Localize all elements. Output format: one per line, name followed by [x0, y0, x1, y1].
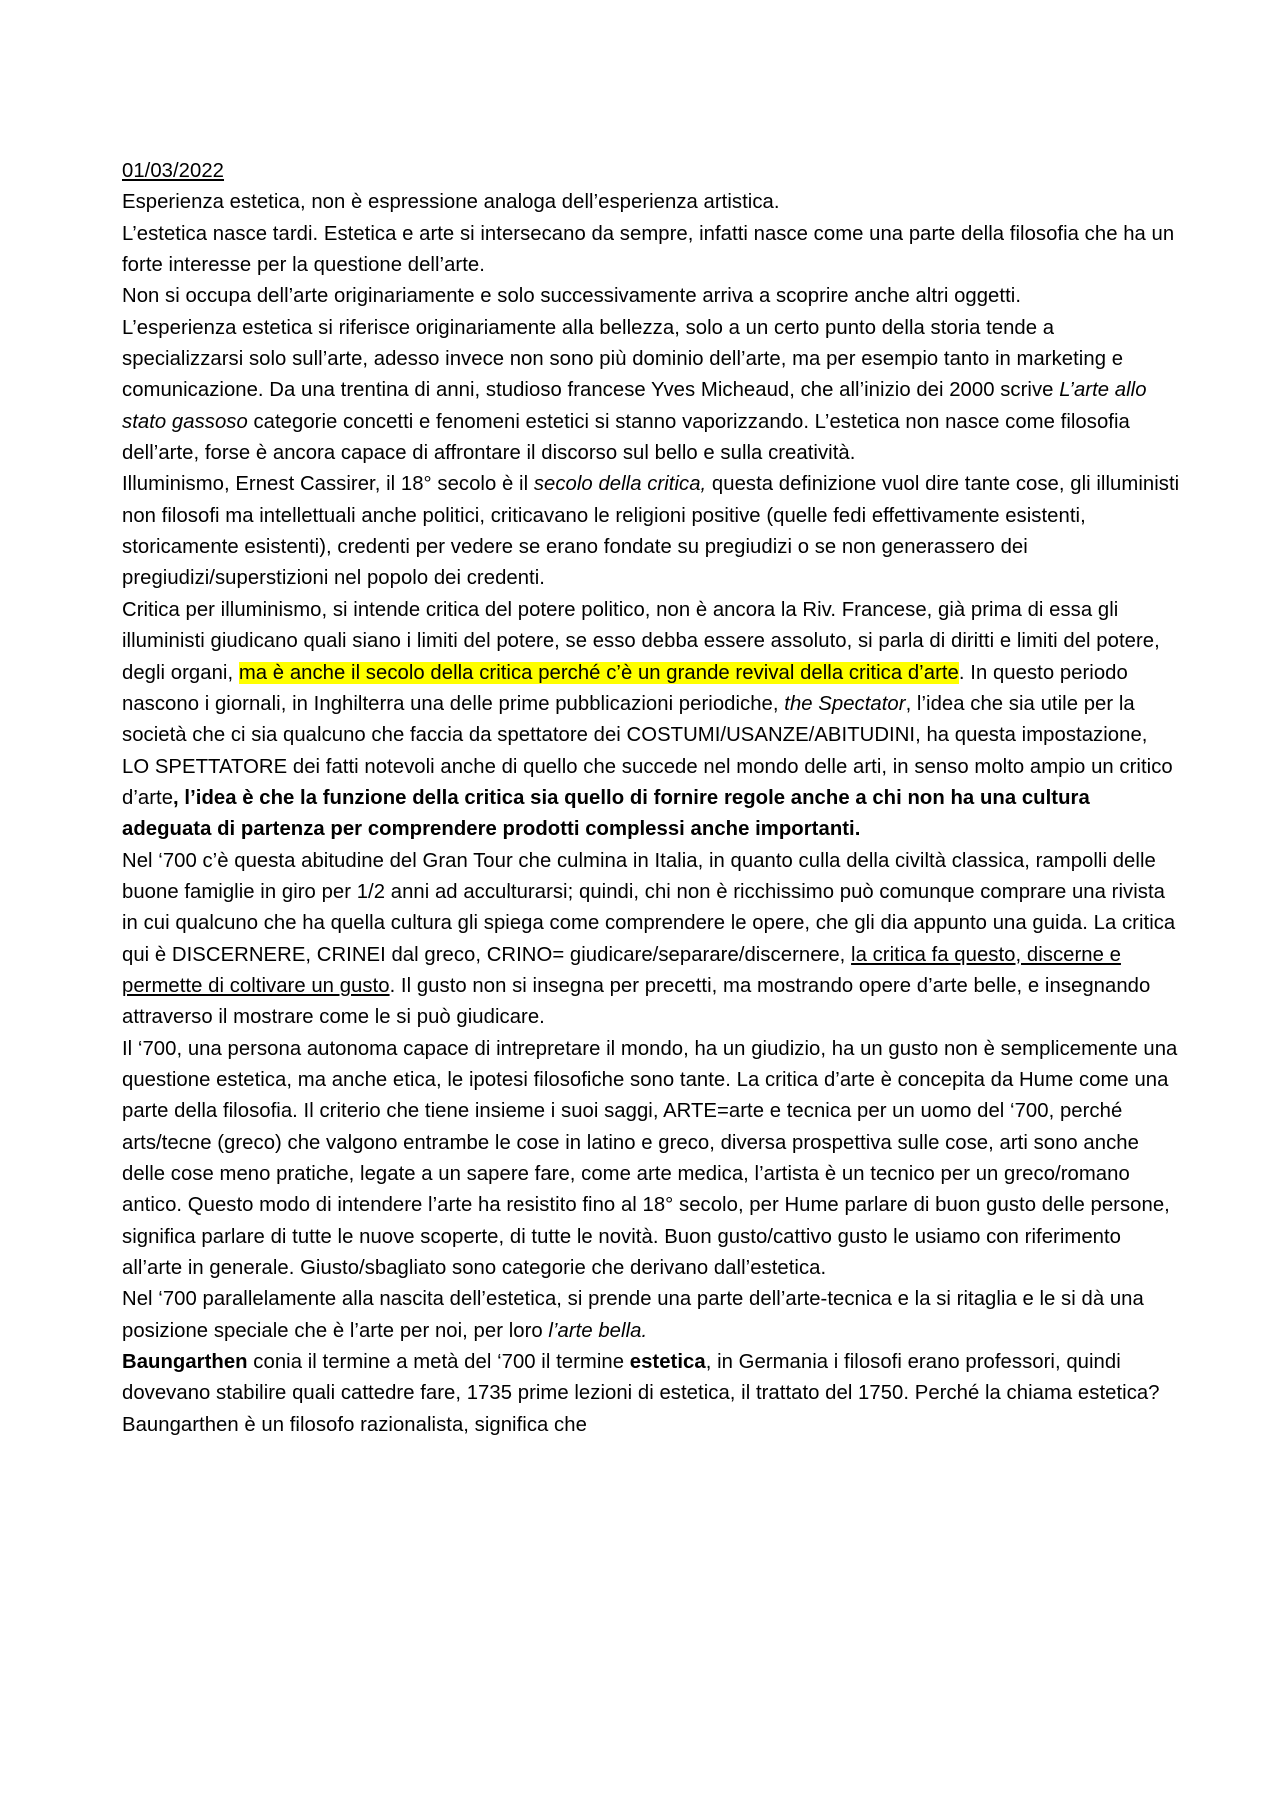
paragraph-5 — [122, 469, 1180, 594]
document-body — [122, 156, 1180, 1441]
arte-bella-italic: l’arte bella. — [548, 1319, 648, 1342]
paragraph-10-text-b: , in Germania i filosofi erano professori, quindi dovevano stabilire quali cattedre fare, 1735 prime lezioni di estetica, il trattato del 1750. Perché la chiama estetica? Baungarthen è un filosofo razionalista, significa che — [122, 1351, 1160, 1436]
paragraph-7 — [122, 846, 1180, 1034]
paragraph-7-text-a: Nel ‘700 c’è questa abitudine del Gran Tour che culmina in Italia, in quanto culla della civiltà classica, rampolli delle buone famiglie in giro per 1/2 anni ad acculturarsi; quindi, chi non è ricchissimo può comunque comprare una rivista in cui qualcuno che ha quella cultura gli spiega come comprendere le opere, che gli dia appunto una guida. La critica qui è DISCERNERE, CRINEI dal greco, CRINO= giudicare/separare/discernere, — [122, 849, 1176, 966]
paragraph-3: Non si occupa dell’arte originariamente e solo successivamente arriva a scoprire anche altri oggetti. — [122, 285, 1021, 308]
paragraph-4 — [122, 313, 1180, 470]
paragraph-6 — [122, 595, 1180, 846]
century-phrase-italic: secolo della critica, — [533, 473, 707, 496]
paragraph-5-text-b: questa definizione vuol dire tante cose, gli illuministi non filosofi ma intellettuali anche politici, criticavano le religioni positive (quelle fedi effettivamente esistenti, storicamente esistenti), credenti per vedere se erano fondate su pregiudizi o se non generassero dei pregiudizi/superstizioni nel popolo dei credenti. — [122, 473, 1180, 590]
spectator-title-italic: the Spectator — [784, 692, 906, 715]
book-title-italic: L’arte allo stato gassoso — [122, 379, 1147, 433]
paragraph-10-text-a: conia il termine a metà del ‘700 il termine — [247, 1351, 630, 1374]
paragraph-6-text-a: Critica per illuminismo, si intende critica del potere politico, non è ancora la Riv. Francese, già prima di essa gli illuministi giudicano quali siano i limiti del potere, se esso debba essere assoluto, si parla di diritti e limiti del potere, degli organi, — [122, 598, 1160, 684]
paragraph-9-text-a: Nel ‘700 parallelamente alla nascita dell’estetica, si prende una parte dell’arte-tecnica e la si ritaglia e le si dà una posizione speciale che è l’arte per noi, per loro — [122, 1288, 1144, 1342]
paragraph-7-text-b: . Il gusto non si insegna per precetti, ma mostrando opere d’arte belle, e insegnando attraverso il mostrare come le si può giudicare. — [122, 974, 1151, 1029]
paragraph-6-bold-text: , l’idea è che la funzione della critica sia quello di fornire regole anche a chi non ha una cultura adeguata di partenza per comprendere prodotti complessi anche importanti. — [122, 786, 1090, 841]
paragraph-6-text-c: , l’idea che sia utile per la società che ci sia qualcuno che faccia da spettatore dei COSTUMI/USANZE/ABITUDINI, ha questa impostazione, LO SPETTATORE dei fatti notevoli anche di quello che succede nel mondo delle arti, in senso molto ampio un critico d’arte — [122, 692, 1173, 809]
paragraph-10 — [122, 1347, 1180, 1441]
date-text: 01/03/2022 — [122, 160, 225, 182]
highlighted-text: ma è anche il secolo della critica perché c’è un grande revival della critica d’arte — [238, 661, 959, 684]
paragraph-1: Esperienza estetica, non è espressione analoga dell’esperienza artistica. — [122, 191, 780, 214]
baungarthen-bold: Baungarthen — [122, 1351, 248, 1374]
paragraph-4-text-b: categorie concetti e fenomeni estetici si stanno vaporizzando. L’estetica non nasce come filosofia dell’arte, forse è ancora capace di affrontare il discorso sul bello e sulla creatività. — [122, 410, 1130, 465]
paragraph-5-text-a: Illuminismo, Ernest Cassirer, il 18° secolo è il — [122, 473, 534, 496]
paragraph-8: Il ‘700, una persona autonoma capace di intrepretare il mondo, ha un giudizio, ha un gusto non è semplicemente una questione estetica, ma anche etica, le ipotesi filosofiche sono tante. La critica d’arte è concepita da Hume come una parte della filosofia. Il criterio che tiene insieme i suoi saggi, ARTE=arte e tecnica per un uomo del ‘700, perché arts/tecne (greco) che valgono entrambe le cose in latino e greco, diversa prospettiva sulle cose, arti sono anche delle cose meno pratiche, legate a un sapere fare, come arte medica, l’artista è un tecnico per un greco/romano antico. Questo modo di intendere l’arte ha resistito fino al 18° secolo, per Hume parlare di buon gusto delle persone, significa parlare di tutte le nuove scoperte, di tutte le novità. Buon gusto/cattivo gusto le usiamo con riferimento all’arte in generale. Giusto/sbagliato sono categorie che derivano dall’estetica. — [122, 1037, 1178, 1280]
date-heading — [122, 156, 1180, 187]
paragraph-2: L’estetica nasce tardi. Estetica e arte si intersecano da sempre, infatti nasce come una parte della filosofia che ha un forte interesse per la questione dell’arte. — [122, 222, 1175, 277]
underlined-text: la critica fa questo, discerne e permette di coltivare un gusto — [122, 943, 1121, 997]
paragraph-4-text-a: L’esperienza estetica si riferisce originariamente alla bellezza, solo a un certo punto della storia tende a specializzarsi solo sull’arte, adesso invece non sono più dominio dell’arte, ma per esempio tanto in marketing e comunicazione. Da una trentina di anni, studioso francese Yves Micheaud, che all’inizio dei 2000 scrive — [122, 316, 1124, 402]
paragraph-6-text-b: . In questo periodo nascono i giornali, in Inghilterra una delle prime pubblicazioni periodiche, — [122, 661, 1128, 715]
estetica-bold: estetica — [629, 1351, 706, 1374]
paragraph-9 — [122, 1284, 1180, 1347]
